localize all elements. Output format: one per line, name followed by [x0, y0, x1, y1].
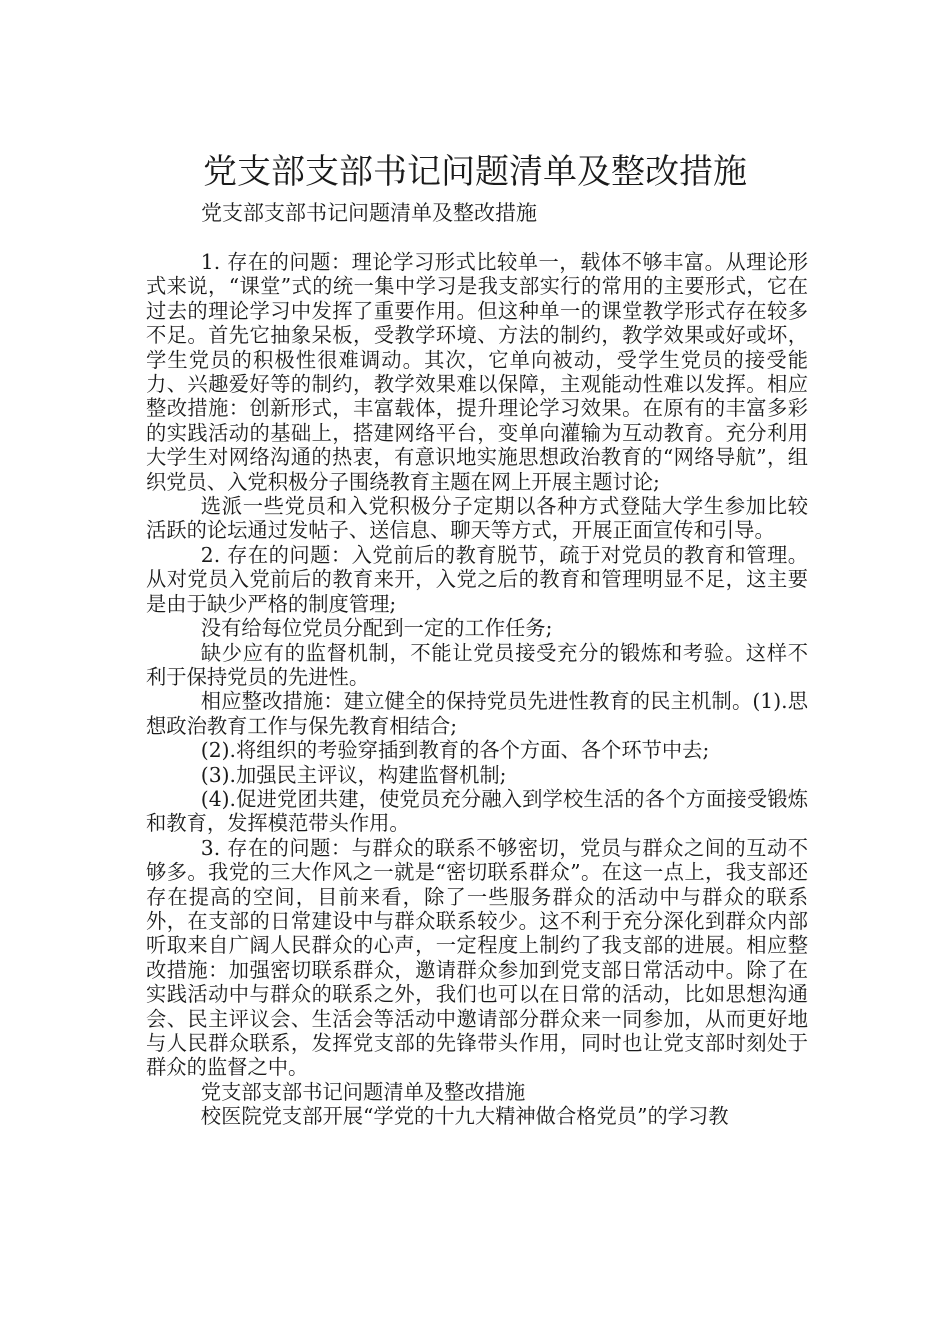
paragraph-issue-3: 3. 存在的问题：与群众的联系不够密切，党员与群众之间的互动不够多。我党的三大作风之一就是“密切联系群众”。在这一点上，我支部还存在提高的空间，目前来看，除了一些服务群众的活动中与群众的联系外，在支部的日常建设中与群众联系较少。这不利于充分深化到群众内部听取来自广阔人民群众的心声，一定程度上制约了我支部的进展。相应整改措施：加强密切联系群众，邀请群众参加到党支部日常活动中。除了在实践活动中与群众的联系之外，我们也可以在日常的活动，比如思想沟通会、民主评议会、生活会等活动中邀请部分群众来一同参加，从而更好地与人民群众联系，发挥党支部的先锋带头作用，同时也让党支部时刻处于群众的监督之中。 [146, 835, 808, 1080]
paragraph-issue-2-supervision: 缺少应有的监督机制，不能让党员接受充分的锻炼和考验。这样不利于保持党员的先进性。 [146, 640, 808, 689]
paragraph-issue-1-continued: 选派一些党员和入党积极分子定期以各种方式登陆大学生参加比较活跃的论坛通过发帖子、送信息、聊天等方式，开展正面宣传和引导。 [146, 494, 808, 543]
paragraph-hospital-intro: 校医院党支部开展“学党的十九大精神做合格党员”的学习教 [200, 1104, 729, 1129]
paragraph-measure-2: (2).将组织的考验穿插到教育的各个方面、各个环节中去; [200, 738, 710, 763]
document-body [146, 250, 808, 1129]
paragraph-issue-2: 2. 存在的问题：入党前后的教育脱节，疏于对党员的教育和管理。从对党员入党前后的教育来开，入党之后的教育和管理明显不足，这主要是由于缺少严格的制度管理; [146, 542, 808, 616]
paragraph-issue-2-task: 没有给每位党员分配到一定的工作任务; [200, 616, 553, 641]
document-subtitle: 党支部支部书记问题清单及整改措施 [201, 201, 537, 225]
paragraph-issue-2-measures: 相应整改措施：建立健全的保持党员先进性教育的民主机制。(1).思想政治教育工作与保先教育相结合; [146, 689, 808, 738]
paragraph-issue-1: 1. 存在的问题：理论学习形式比较单一，载体不够丰富。从理论形式来说，“课堂”式的统一集中学习是我支部实行的常用的主要形式，它在过去的理论学习中发挥了重要作用。但这种单一的课堂教学形式存在较多不足。首先它抽象呆板，受教学环境、方法的制约，教学效果或好或坏，学生党员的积极性很难调动。其次，它单向被动，受学生党员的接受能力、兴趣爱好等的制约，教学效果难以保障，主观能动性难以发挥。相应整改措施：创新形式，丰富载体，提升理论学习效果。在原有的丰富多彩的实践活动的基础上，搭建网络平台，变单向灌输为互动教育。充分利用大学生对网络沟通的热衷，有意识地实施思想政治教育的“网络导航”，组织党员、入党积极分子围绕教育主题在网上开展主题讨论; [146, 250, 808, 494]
paragraph-measure-3: (3).加强民主评议，构建监督机制; [200, 762, 507, 787]
page-title: 党支部支部书记问题清单及整改措施 [203, 151, 747, 192]
paragraph-section-heading: 党支部支部书记问题清单及整改措施 [200, 1079, 526, 1104]
paragraph-measure-4: (4).促进党团共建，使党员充分融入到学校生活的各个方面接受锻炼和教育，发挥模范带头作用。 [146, 786, 808, 836]
